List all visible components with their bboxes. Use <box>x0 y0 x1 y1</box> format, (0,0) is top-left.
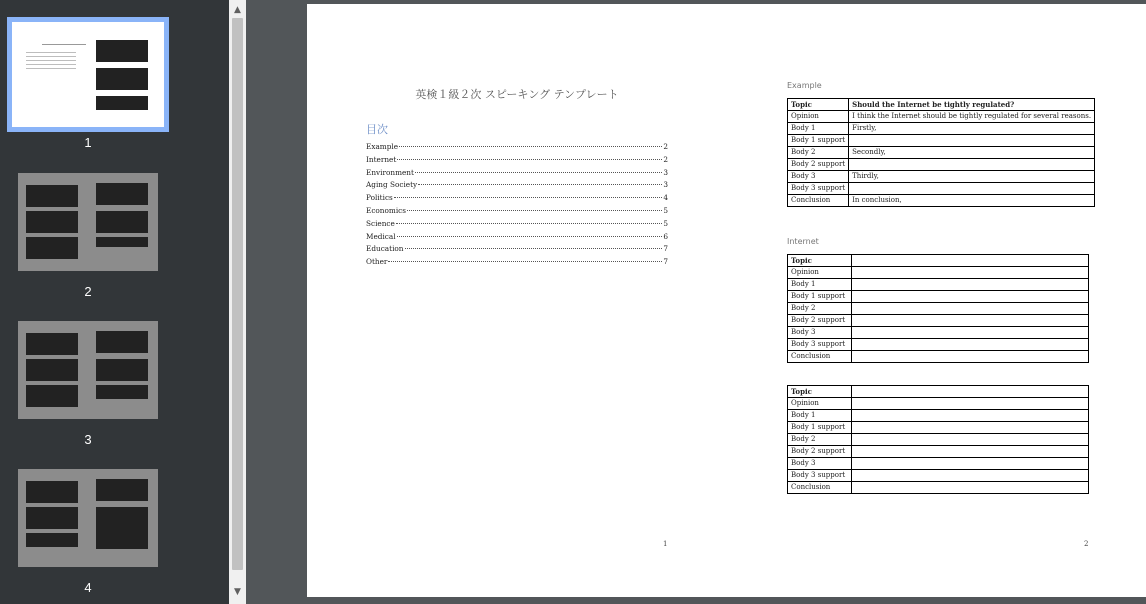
table-row <box>788 135 1095 147</box>
table-row <box>788 327 1089 339</box>
table-cell-value <box>852 470 1089 482</box>
table-cell-label: Conclusion <box>788 482 852 494</box>
toc-entry-label: Medical <box>366 231 396 241</box>
table-cell-value <box>852 446 1089 458</box>
toc-entry-page: 2 <box>663 142 668 151</box>
toc-heading: 目次 <box>366 123 388 136</box>
table-cell-label: Topic <box>788 255 852 267</box>
table-cell-label: Body 3 support <box>788 339 852 351</box>
table-row <box>788 470 1089 482</box>
thumbnail-page-preview <box>12 22 164 127</box>
toc-entry <box>366 232 668 245</box>
table-cell-label: Conclusion <box>788 195 849 207</box>
table-cell-value <box>852 434 1089 446</box>
toc-leader-dots <box>388 261 662 262</box>
page-number: 2 <box>1084 540 1089 548</box>
toc-entry <box>366 244 668 257</box>
table-row <box>788 195 1095 207</box>
thumbnail-label: 1 <box>84 135 92 150</box>
toc-entry-label: Economics <box>366 205 406 215</box>
toc-entry-page: 4 <box>663 193 668 203</box>
toc-leader-dots <box>397 159 662 160</box>
table-row <box>788 398 1089 410</box>
document-title: 英検１級２次 スピーキング テンプレート <box>415 88 619 101</box>
table-cell-value <box>852 482 1089 494</box>
table-cell-label: Body 3 <box>788 458 852 470</box>
table-row <box>788 446 1089 458</box>
section-label-internet: Internet <box>787 237 819 246</box>
scrollbar-thumb[interactable] <box>232 18 243 570</box>
toc-leader-dots <box>407 210 662 211</box>
toc-entry <box>366 206 668 219</box>
document-viewer <box>246 0 1146 604</box>
toc-entry-page: 7 <box>663 257 668 267</box>
internet-template-table <box>787 385 1089 494</box>
triangle-down-icon[interactable]: ▼ <box>234 587 241 597</box>
table-cell-value: Should the Internet be tightly regulated? <box>849 99 1095 111</box>
sidebar-scrollbar[interactable] <box>229 0 246 604</box>
table-cell-label: Body 2 support <box>788 159 849 171</box>
table-row <box>788 123 1095 135</box>
table-cell-value <box>852 351 1089 363</box>
table-row <box>788 315 1089 327</box>
thumbnail-page-preview <box>18 469 158 567</box>
toc-entry-label: Aging Society <box>366 180 418 190</box>
toc-entry-label: Internet <box>366 154 397 164</box>
table-row <box>788 147 1095 159</box>
table-cell-label: Body 1 <box>788 410 852 422</box>
table-cell-value <box>852 422 1089 434</box>
table-cell-label: Body 1 support <box>788 291 852 303</box>
table-row <box>788 111 1095 123</box>
table-cell-label: Body 3 <box>788 171 849 183</box>
table-row <box>788 267 1089 279</box>
table-cell-value <box>852 398 1089 410</box>
table-row <box>788 171 1095 183</box>
table-cell-label: Body 3 support <box>788 470 852 482</box>
thumbnail-sidebar <box>0 0 229 604</box>
triangle-up-icon[interactable]: ▲ <box>234 5 241 15</box>
toc-entry-page: 6 <box>663 231 668 241</box>
table-row <box>788 434 1089 446</box>
document-spread <box>307 4 1146 597</box>
table-of-contents <box>366 142 668 270</box>
table-row <box>788 183 1095 195</box>
table-cell-label: Body 2 <box>788 303 852 315</box>
toc-entry-label: Science <box>366 218 395 228</box>
toc-entry <box>366 219 668 232</box>
table-row <box>788 279 1089 291</box>
table-cell-label: Topic <box>788 99 849 111</box>
table-row <box>788 410 1089 422</box>
table-cell-value <box>852 327 1089 339</box>
toc-leader-dots <box>415 172 662 173</box>
toc-entry <box>366 168 668 181</box>
toc-leader-dots <box>394 197 663 198</box>
table-row <box>788 458 1089 470</box>
thumbnail-page-preview <box>18 321 158 419</box>
table-cell-value: I think the Internet should be tightly regulated for several reasons. <box>849 111 1095 123</box>
toc-entry <box>366 193 668 206</box>
toc-leader-dots <box>396 223 663 224</box>
table-cell-value <box>852 458 1089 470</box>
toc-leader-dots <box>397 236 663 237</box>
table-row <box>788 255 1089 267</box>
table-cell-label: Opinion <box>788 398 852 410</box>
table-row <box>788 303 1089 315</box>
toc-entry-page: 3 <box>663 167 668 177</box>
toc-entry-page: 5 <box>663 218 668 228</box>
table-cell-label: Body 2 <box>788 147 849 159</box>
thumbnail-page-preview <box>18 173 158 271</box>
table-cell-value <box>852 303 1089 315</box>
table-cell-value <box>849 183 1095 195</box>
toc-entry-page: 5 <box>663 205 668 215</box>
table-cell-value <box>849 135 1095 147</box>
internet-template-table <box>787 254 1089 363</box>
table-cell-value: Secondly, <box>849 147 1095 159</box>
table-cell-label: Body 1 <box>788 279 852 291</box>
table-row <box>788 386 1089 398</box>
table-cell-label: Body 1 support <box>788 135 849 147</box>
table-cell-value: Firstly, <box>849 123 1095 135</box>
toc-entry-page: 2 <box>663 154 668 164</box>
toc-entry <box>366 257 668 270</box>
table-cell-value <box>852 267 1089 279</box>
table-cell-label: Body 2 support <box>788 446 852 458</box>
table-row <box>788 422 1089 434</box>
toc-entry <box>366 155 668 168</box>
table-cell-value <box>852 386 1089 398</box>
toc-entry-label: Environment <box>366 167 414 177</box>
table-cell-value <box>849 159 1095 171</box>
table-cell-value <box>852 255 1089 267</box>
table-cell-label: Body 1 support <box>788 422 852 434</box>
table-cell-value: In conclusion, <box>849 195 1095 207</box>
toc-entry-label: Other <box>366 257 388 267</box>
toc-entry-label: Example <box>366 142 399 151</box>
table-cell-label: Opinion <box>788 111 849 123</box>
table-row <box>788 339 1089 351</box>
table-row <box>788 291 1089 303</box>
table-cell-value <box>852 279 1089 291</box>
table-cell-label: Body 1 <box>788 123 849 135</box>
thumbnail-label: 3 <box>84 432 92 447</box>
table-cell-label: Conclusion <box>788 351 852 363</box>
table-row <box>788 159 1095 171</box>
table-row <box>788 351 1089 363</box>
table-cell-label: Opinion <box>788 267 852 279</box>
table-cell-label: Body 2 <box>788 434 852 446</box>
table-cell-label: Body 3 support <box>788 183 849 195</box>
thumbnail-label: 4 <box>84 580 92 595</box>
table-cell-label: Body 2 support <box>788 315 852 327</box>
toc-entry <box>366 180 668 193</box>
toc-leader-dots <box>399 146 662 147</box>
section-label-example: Example <box>787 81 822 90</box>
table-row <box>788 482 1089 494</box>
toc-entry-label: Education <box>366 244 404 254</box>
table-cell-value <box>852 291 1089 303</box>
table-cell-label: Topic <box>788 386 852 398</box>
table-cell-value <box>852 315 1089 327</box>
table-cell-value: Thirdly, <box>849 171 1095 183</box>
table-cell-value <box>852 410 1089 422</box>
toc-entry-page: 7 <box>663 244 668 254</box>
table-cell-value <box>852 339 1089 351</box>
table-row <box>788 99 1095 111</box>
toc-entry <box>366 142 668 155</box>
table-cell-label: Body 3 <box>788 327 852 339</box>
toc-leader-dots <box>405 248 663 249</box>
page-number: 1 <box>663 540 668 548</box>
example-template-table <box>787 98 1095 207</box>
thumbnail-label: 2 <box>84 284 92 299</box>
toc-leader-dots <box>418 184 662 185</box>
toc-entry-page: 3 <box>663 180 668 190</box>
toc-entry-label: Politics <box>366 193 393 203</box>
